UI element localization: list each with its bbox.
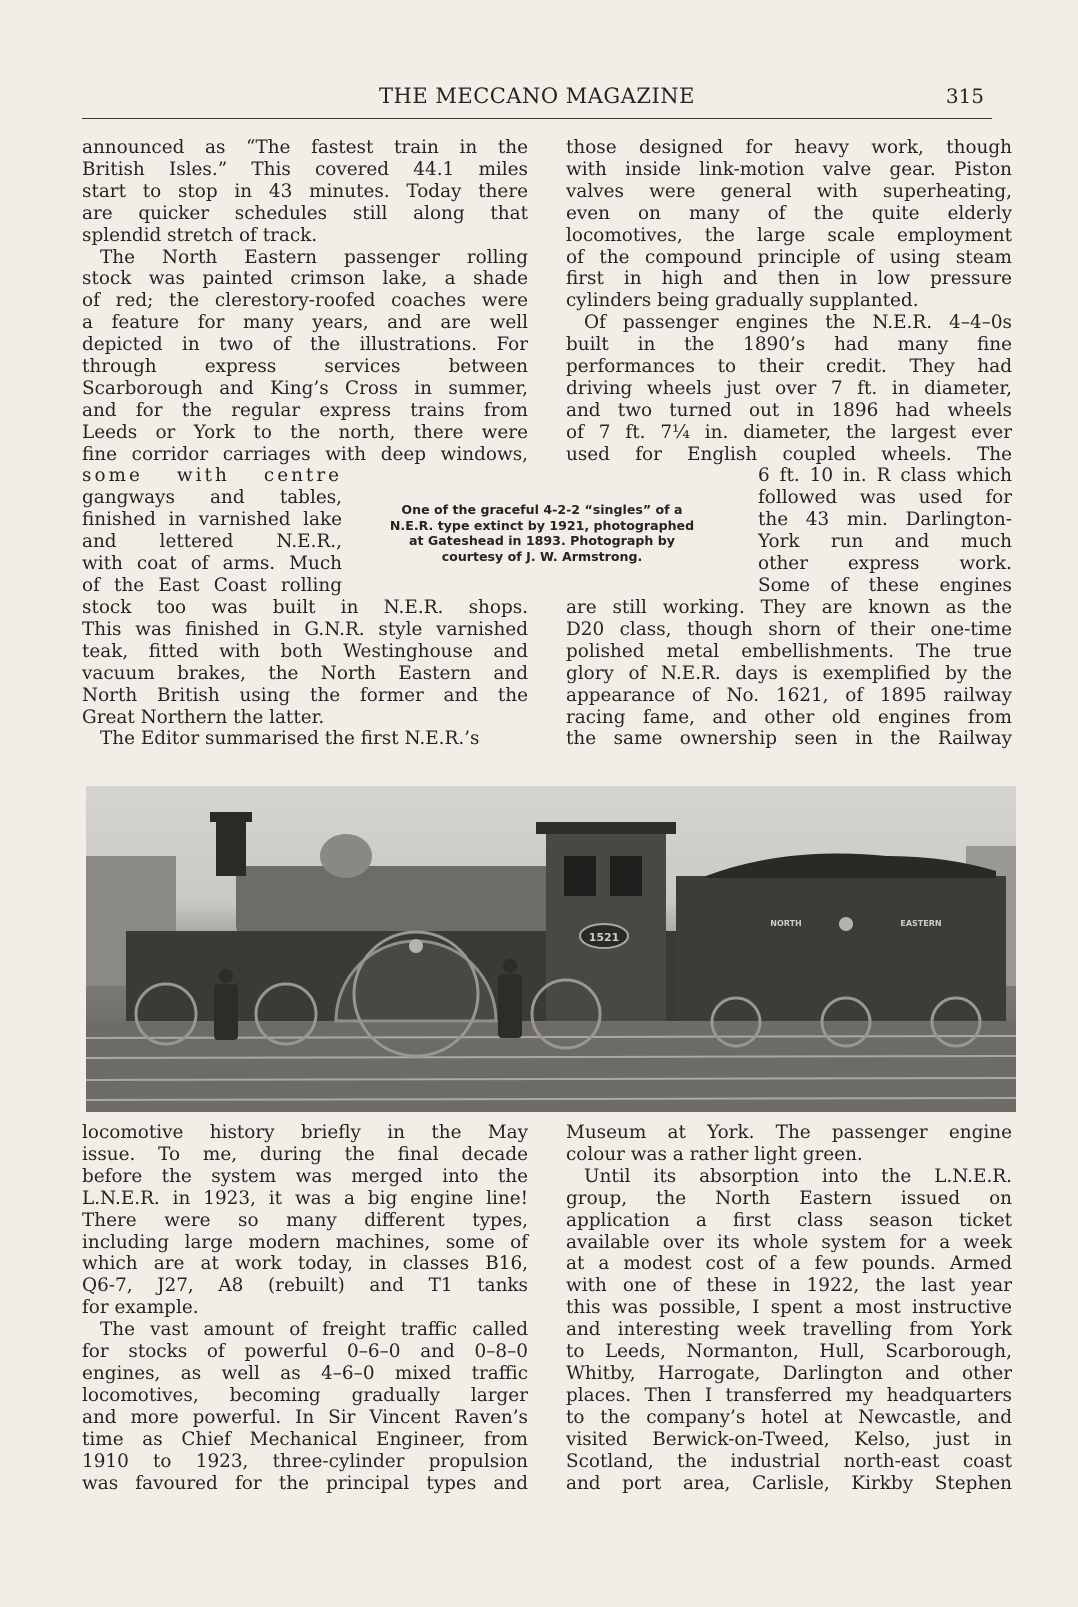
text-line: for stocks of powerful 0–6–0 and 0–8–0 [82,1341,528,1363]
text-line: Scotland, the industrial north-east coast [566,1450,1012,1472]
text-line: and more powerful. In Sir Vincent Raven’s [82,1406,528,1428]
text-line: built in the 1890’s had many fine [566,334,1012,356]
standing-figure [498,974,522,1038]
text-line: locomotives, becoming gradually larger [82,1384,528,1406]
tender-coal [706,854,996,879]
left-column-top [82,137,528,466]
text-line: are quicker schedules still along that [82,202,528,224]
text-line: a feature for many years, and are well [82,312,528,334]
text-line: those designed for heavy work, though [566,137,1012,158]
text-line: Museum at York. The passenger engine [566,1122,1012,1143]
text-line: some with centre [82,465,342,486]
locomotive-photo [86,786,1016,1112]
text-line: The vast amount of freight traffic called [100,1319,528,1341]
text-line: first in high and then in low pressure [566,268,1012,290]
text-line: are still working. They are known as the [566,597,1012,618]
right-column-top [566,137,1012,466]
text-line: teak, fitted with both Westinghouse and [82,640,528,662]
text-line: places. Then I transferred my headquarters [566,1384,1012,1406]
right-column-lower [566,1122,1012,1494]
text-line: with one of these in 1922, the last year [566,1275,1012,1297]
standing-figure [214,984,238,1040]
text-line: L.N.E.R. in 1923, it was a big engine line! [82,1187,528,1209]
text-line: announced as “The fastest train in the [82,137,528,158]
page-number: 315 [945,84,984,108]
text-line: to Leeds, Normanton, Hull, Scarborough, [566,1341,1012,1363]
text-line: and for the regular express trains from [82,399,528,421]
text-line: was favoured for the principal types and [82,1472,528,1494]
text-line: racing fame, and other old engines from [566,706,1012,728]
text-line: glory of N.E.R. days is exemplified by the [566,662,1012,684]
text-line: visited Berwick-on-Tweed, Kelso, just in [566,1428,1012,1450]
text-line: and two turned out in 1896 had wheels [566,399,1012,421]
text-line: this was possible, I spent a most instructive [566,1297,1012,1319]
left-column-bottom [82,597,528,750]
text-line: Scarborough and King’s Cross in summer, [82,377,528,399]
text-line: which are at work today, in classes B16, [82,1253,528,1275]
boiler [236,866,566,936]
text-line: Of passenger engines the N.E.R. 4–4–0s [584,312,1012,334]
locomotive-illustration [86,786,1016,1112]
text-line: and lettered N.E.R., [82,530,342,552]
text-line: D20 class, though shorn of their one-time [566,618,1012,640]
text-line: Some of these engines [758,574,1012,596]
text-line: depicted in two of the illustrations. For [82,334,528,356]
right-column-narrow [758,465,1012,596]
dome [320,834,372,878]
text-line: North British using the former and the [82,684,528,706]
text-line: cylinders being gradually supplanted. [566,290,919,312]
text-line: of red; the clerestory-roofed coaches were [82,290,528,312]
text-line: available over its whole system for a week [566,1231,1012,1253]
text-line: start to stop in 43 minutes. Today there [82,180,528,202]
text-line: vacuum brakes, the North Eastern and [82,662,528,684]
text-line: of the East Coast rolling [82,574,342,596]
text-line: Great Northern the latter. [82,706,325,728]
text-line: issue. To me, during the final decade [82,1143,528,1165]
text-line: with coat of arms. Much [82,552,342,574]
text-line: group, the North Eastern issued on [566,1187,1012,1209]
text-line: The Editor summarised the first N.E.R.’s [100,728,480,750]
text-line: York run and much [758,530,1012,552]
text-line: and port area, Carlisle, Kirkby Stephen [566,1472,1012,1494]
text-line: fine corridor carriages with deep windows, [82,443,528,465]
text-line: with inside link-motion valve gear. Piston [566,158,1012,180]
text-line: There were so many different types, [82,1209,528,1231]
caption-line: One of the graceful 4-2-2 “singles” of a [401,502,683,517]
text-line: driving wheels just over 7 ft. in diameter, [566,377,1012,399]
caption-line: N.E.R. type extinct by 1921, photographed [389,517,695,533]
text-line: including large modern machines, some of [82,1231,528,1253]
text-line: gangways and tables, [82,486,342,508]
text-line: British Isles.” This covered 44.1 miles [82,158,528,180]
text-line: of the compound principle of using steam [566,246,1012,268]
text-line: the 43 min. Darlington- [758,508,1012,530]
text-line: polished metal embellishments. The true [566,640,1012,662]
text-line: engines, as well as 4–6–0 mixed traffic [82,1362,528,1384]
text-line: splendid stretch of track. [82,224,318,246]
text-line: for example. [82,1297,199,1319]
photo-caption [362,502,722,564]
text-line: Until its absorption into the L.N.E.R. [584,1165,1012,1187]
tender-lettering-eastern: EASTERN [900,919,942,928]
text-line: performances to their credit. They had [566,356,1012,378]
text-line: to the company’s hotel at Newcastle, and [566,1406,1012,1428]
text-line: The North Eastern passenger rolling [100,246,528,268]
text-line: the same ownership seen in the Railway [566,728,1012,750]
text-line: Leeds or York to the north, there were [82,421,528,443]
text-line: and interesting week travelling from York [566,1319,1012,1341]
caption-line: at Gateshead in 1893. Photograph by [409,533,675,548]
text-line: Q6-7, J27, A8 (rebuilt) and T1 tanks [82,1275,528,1297]
text-line: stock too was built in N.E.R. shops. [82,597,528,618]
coat-of-arms [839,917,853,931]
caption-line: courtesy of J. W. Armstrong. [441,548,643,564]
text-line: 6 ft. 10 in. R class which [758,465,1012,486]
text-line: colour was a rather light green. [566,1143,863,1165]
text-line: locomotive history briefly in the May [82,1122,528,1143]
text-line: application a first class season ticket [566,1209,1012,1231]
engine-number: 1521 [588,931,620,944]
magazine-title: THE MECCANO MAGAZINE [379,84,695,108]
left-column-narrow [82,465,342,596]
page-header [82,84,992,119]
text-line: through express services between [82,356,528,378]
text-line: of 7 ft. 7¼ in. diameter, the largest ever [566,421,1012,443]
text-line: 1910 to 1923, three-cylinder propulsion [82,1450,528,1472]
text-line: stock was painted crimson lake, a shade [82,268,528,290]
text-line: appearance of No. 1621, of 1895 railway [566,684,1012,706]
tender-lettering-north: NORTH [770,919,802,928]
right-column-bottom [566,597,1012,750]
text-line: before the system was merged into the [82,1165,528,1187]
text-line: even on many of the quite elderly [566,202,1012,224]
text-line: This was finished in G.N.R. style varnished [82,618,528,640]
text-line: time as Chief Mechanical Engineer, from [82,1428,528,1450]
text-line: used for English coupled wheels. The [566,443,1012,465]
text-line: valves were general with superheating, [566,180,1012,202]
left-column-lower [82,1122,528,1494]
text-line: finished in varnished lake [82,508,342,530]
text-line: locomotives, the large scale employment [566,224,1012,246]
text-line: at a modest cost of a few pounds. Armed [566,1253,1012,1275]
text-line: followed was used for [758,486,1012,508]
text-line: Whitby, Harrogate, Darlington and other [566,1362,1012,1384]
text-line: other express work. [758,552,1012,574]
chimney [216,816,246,876]
